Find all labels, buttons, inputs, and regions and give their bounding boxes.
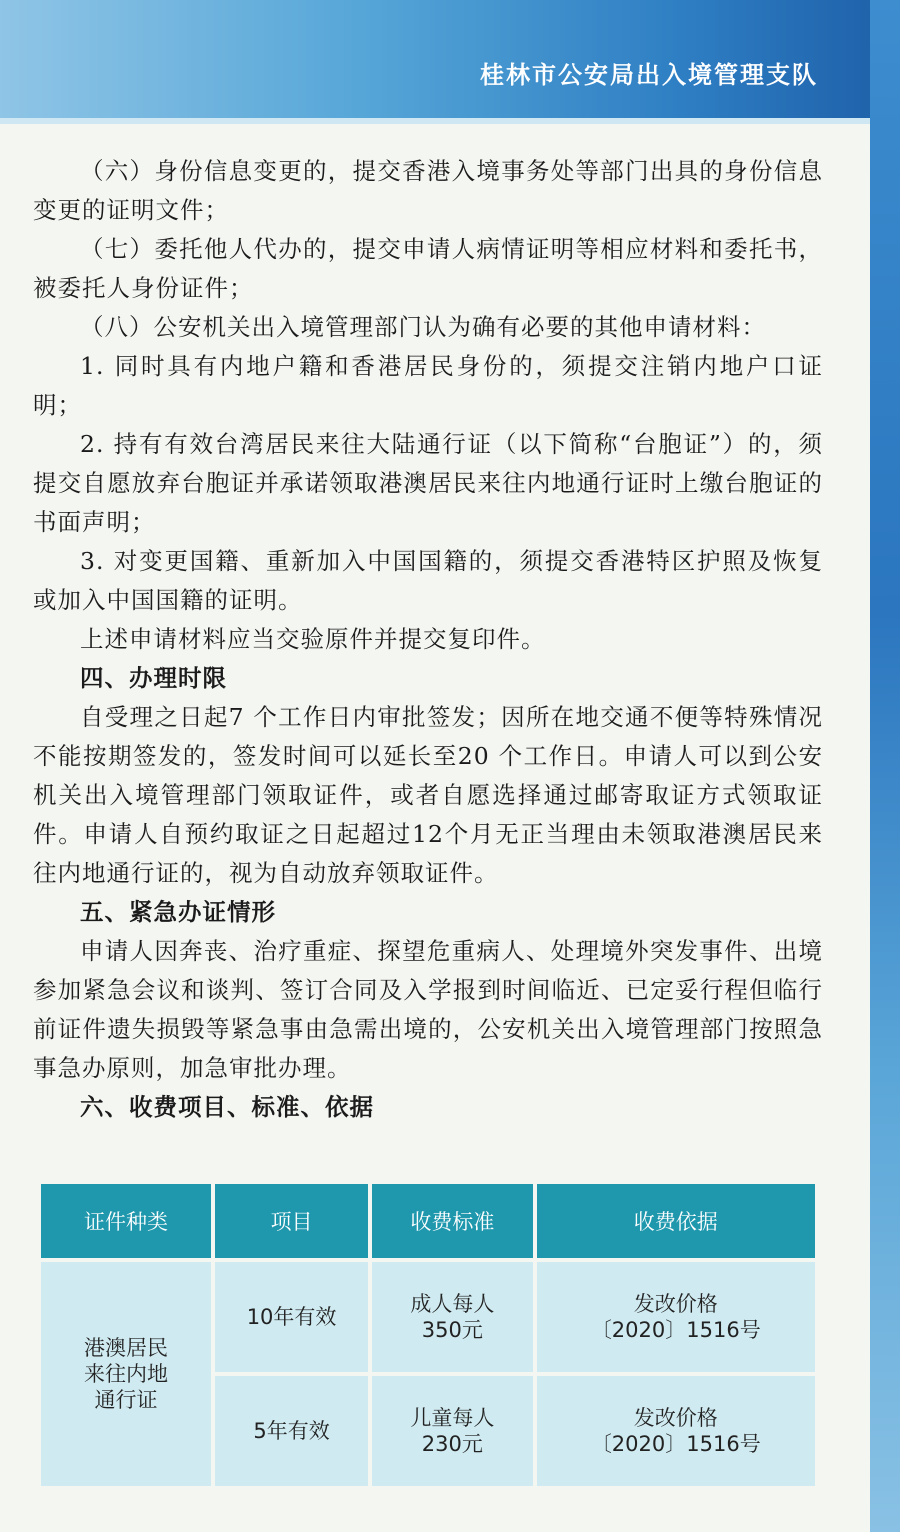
standard-line: 350元 [421, 1318, 483, 1342]
basis-line: 发改价格 [633, 1406, 718, 1430]
basis-line: 〔2020〕1516号 [590, 1318, 761, 1342]
section-heading-4: 四、办理时限 [80, 664, 227, 692]
paragraph-item-7: （七）委托他人代办的，提交申请人病情证明等相应材料和委托书，被委托人身份证件； [33, 235, 823, 302]
item-cell: 5年有效 [215, 1376, 368, 1486]
doc-type-line: 通行证 [94, 1388, 158, 1412]
sub-item-3: 3. 对变更国籍、重新加入中国国籍的，须提交香港特区护照及恢复或加入中国国籍的证明。 [33, 547, 823, 614]
doc-type-cell [41, 1262, 211, 1486]
header-title: 桂林市公安局出入境管理支队 [480, 61, 818, 89]
section-heading-6: 六、收费项目、标准、依据 [80, 1093, 374, 1121]
doc-type-line: 港澳居民 [83, 1336, 168, 1360]
sub-item-1: 1. 同时具有内地户籍和香港居民身份的，须提交注销内地户口证明； [33, 352, 823, 419]
paragraph-item-8: （八）公安机关出入境管理部门认为确有必要的其他申请材料： [80, 313, 766, 341]
standard-line: 230元 [421, 1432, 483, 1456]
paragraph-item-6: （六）身份信息变更的，提交香港入境事务处等部门出具的身份信息变更的证明文件； [33, 157, 823, 224]
header-basis: 收费依据 [537, 1184, 815, 1258]
basis-cell [537, 1262, 815, 1372]
item-cell: 10年有效 [215, 1262, 368, 1372]
document-body [33, 152, 823, 1127]
header-standard: 收费标准 [372, 1184, 532, 1258]
doc-type-line: 来往内地 [83, 1362, 168, 1386]
fee-table [37, 1180, 819, 1490]
basis-cell [537, 1376, 815, 1486]
sub-item-2: 2. 持有有效台湾居民来往大陆通行证（以下简称“台胞证”）的，须提交自愿放弃台胞证并承诺领取港澳居民来往内地通行证时上缴台胞证的书面声明； [33, 430, 823, 536]
header-doc-type: 证件种类 [41, 1184, 211, 1258]
standard-cell [372, 1262, 532, 1372]
header-item: 项目 [215, 1184, 368, 1258]
basis-line: 〔2020〕1516号 [590, 1432, 761, 1456]
processing-time-text: 自受理之日起7 个工作日内审批签发；因所在地交通不便等特殊情况不能按期签发的，签发时间可以延长至20 个工作日。申请人可以到公安机关出入境管理部门领取证件，或者自愿选择通过邮寄取证方式领取证件。申请人自预约取证之日起超过12个月无正当理由未领取港澳居民来往内地通行证的，视为自动放弃领取证件。 [33, 703, 823, 887]
table-row [41, 1262, 815, 1372]
basis-line: 发改价格 [633, 1292, 718, 1316]
header-banner [0, 0, 900, 124]
standard-line: 儿童每人 [410, 1406, 495, 1430]
section-heading-5: 五、紧急办证情形 [80, 898, 276, 926]
standard-cell [372, 1376, 532, 1486]
fee-table-header-row [41, 1184, 815, 1258]
standard-line: 成人每人 [410, 1292, 495, 1316]
urgent-cases-text: 申请人因奔丧、治疗重症、探望危重病人、处理境外突发事件、出境参加紧急会议和谈判、签订合同及入学报到时间临近、已定妥行程但临行前证件遗失损毁等紧急事由急需出境的，公安机关出入境管理部门按照急事急办原则，加急审批办理。 [33, 937, 823, 1082]
page-edge-stripe [870, 0, 900, 1532]
materials-note: 上述申请材料应当交验原件并提交复印件。 [80, 625, 546, 653]
